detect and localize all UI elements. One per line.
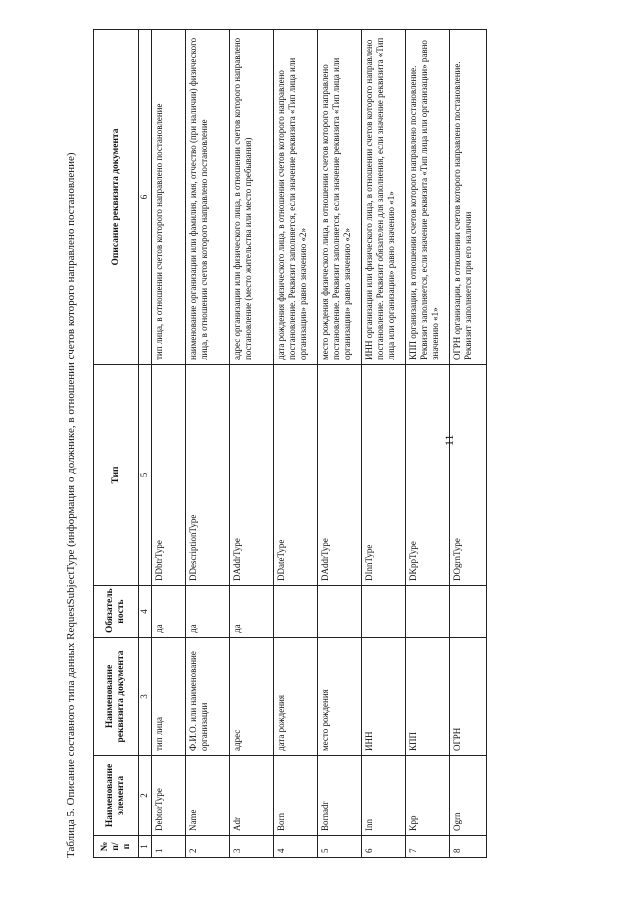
requisite-name: КПП bbox=[406, 638, 450, 756]
column-number: 2 bbox=[139, 756, 152, 836]
required-flag bbox=[362, 586, 406, 638]
element-name: Adr bbox=[230, 756, 274, 836]
row-number: 5 bbox=[318, 836, 362, 858]
required-flag bbox=[450, 586, 487, 638]
requisite-description: ИНН организации или физического лица, в отношении счетов которого направлено постановление. Реквизит обязателен для заполнения, если значение реквизита «Тип лица или организации» равно значению «1» bbox=[362, 30, 406, 365]
row-number: 7 bbox=[406, 836, 450, 858]
element-name: Bornadr bbox=[318, 756, 362, 836]
page-number: 11 bbox=[442, 434, 456, 446]
table-row bbox=[186, 30, 230, 858]
data-type: DAddrType bbox=[230, 365, 274, 586]
requisite-name: ОГРН bbox=[450, 638, 487, 756]
column-number-row bbox=[139, 30, 152, 858]
required-flag: да bbox=[152, 586, 186, 638]
row-number: 4 bbox=[274, 836, 318, 858]
data-type: DDbtrType bbox=[152, 365, 186, 586]
table-row bbox=[152, 30, 186, 858]
data-type: DOgrnType bbox=[450, 365, 487, 586]
requisite-description: адрес организации или физического лица, в отношении счетов которого направлено постановление (место жительства или место пребывания) bbox=[230, 30, 274, 365]
requisite-description: наименование организации или фамилия, имя, отчество (при наличии) физического лица, в отношении счетов которого направлено постановление bbox=[186, 30, 230, 365]
requisites-table bbox=[93, 29, 487, 858]
row-number: 6 bbox=[362, 836, 406, 858]
requisite-name: дата рождения bbox=[274, 638, 318, 756]
requisite-name: место рождения bbox=[318, 638, 362, 756]
requisite-description: ОГРН организации, в отношении счетов которого направлено постановление. Реквизит заполняется при его наличии bbox=[450, 30, 487, 365]
requisite-description: место рождения физического лица, в отношении счетов которого направлено постановление. Реквизит заполняется, если значение реквизита «Тип лица или организации» равно значению «2» bbox=[318, 30, 362, 365]
column-number: 5 bbox=[139, 365, 152, 586]
required-flag: да bbox=[186, 586, 230, 638]
column-number: 1 bbox=[139, 836, 152, 858]
table-row bbox=[230, 30, 274, 858]
table-row bbox=[274, 30, 318, 858]
header-required: Обязатель ность bbox=[94, 586, 139, 638]
data-type: DDateType bbox=[274, 365, 318, 586]
rotated-page-content bbox=[64, 28, 624, 858]
table-row bbox=[450, 30, 487, 858]
row-number: 8 bbox=[450, 836, 487, 858]
element-name: Born bbox=[274, 756, 318, 836]
column-number: 4 bbox=[139, 586, 152, 638]
element-name: Kpp bbox=[406, 756, 450, 836]
data-type: DInnType bbox=[362, 365, 406, 586]
requisite-description: тип лица, в отношении счетов которого направлено постановление bbox=[152, 30, 186, 365]
element-name: Name bbox=[186, 756, 230, 836]
data-type: DKppType bbox=[406, 365, 450, 586]
table-row bbox=[406, 30, 450, 858]
header-number: № п/п bbox=[94, 836, 139, 858]
column-number: 6 bbox=[139, 30, 152, 365]
header-description: Описание реквизита документа bbox=[94, 30, 139, 365]
requisite-description: дата рождения физического лица, в отношении счетов которого направлено постановление. Реквизит заполняется, если значение реквизита «Тип лица или организации» равно значению «2» bbox=[274, 30, 318, 365]
required-flag bbox=[406, 586, 450, 638]
element-name: Inn bbox=[362, 756, 406, 836]
required-flag bbox=[274, 586, 318, 638]
requisite-name: Ф.И.О. или наименование организации bbox=[186, 638, 230, 756]
header-requisite-name: Наименование реквизита документа bbox=[94, 638, 139, 756]
row-number: 2 bbox=[186, 836, 230, 858]
required-flag: да bbox=[230, 586, 274, 638]
header-type: Тип bbox=[94, 365, 139, 586]
row-number: 1 bbox=[152, 836, 186, 858]
requisite-name: тип лица bbox=[152, 638, 186, 756]
table-row bbox=[362, 30, 406, 858]
required-flag bbox=[318, 586, 362, 638]
row-number: 3 bbox=[230, 836, 274, 858]
table-header-row bbox=[94, 30, 139, 858]
requisite-name: адрес bbox=[230, 638, 274, 756]
requisite-name: ИНН bbox=[362, 638, 406, 756]
header-element-name: Наименование элемента bbox=[94, 756, 139, 836]
data-type: DAddrType bbox=[318, 365, 362, 586]
table-row bbox=[318, 30, 362, 858]
column-number: 3 bbox=[139, 638, 152, 756]
table-caption: Таблица 5. Описание составного типа данных RequestSubjectType (информация о должнике, в отношении счетов которого направлено постановление) bbox=[65, 152, 77, 858]
element-name: DebtorType bbox=[152, 756, 186, 836]
requisite-description: КПП организации, в отношении счетов которого направлено постановление. Реквизит заполняется, если значение реквизита «Тип лица или организации» равно значению «1» bbox=[406, 30, 450, 365]
element-name: Ogrn bbox=[450, 756, 487, 836]
data-type: DDescriptionType bbox=[186, 365, 230, 586]
